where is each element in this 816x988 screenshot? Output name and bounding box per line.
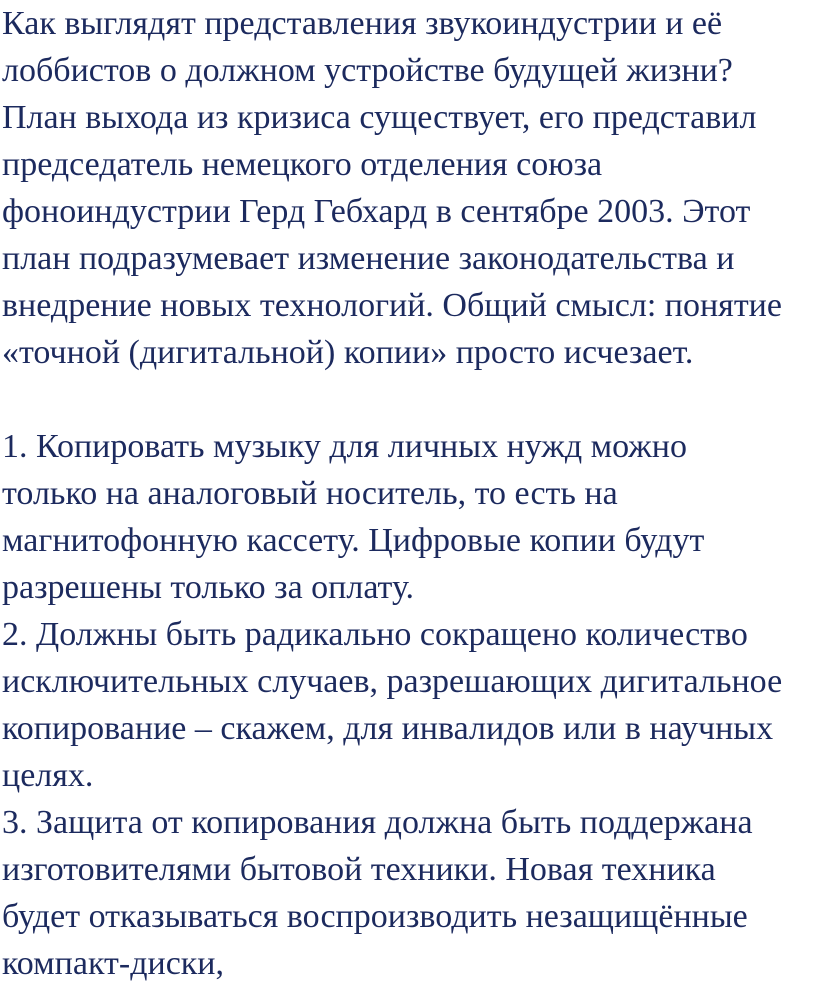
list-item-3 [2, 799, 814, 987]
text-line: 3. Защита от копирования должна быть поддержана [2, 804, 753, 841]
text-line: План выхода из кризиса существует, его представил [2, 99, 757, 136]
text-line: компакт-диски, [2, 945, 224, 982]
list-item-1 [2, 423, 814, 611]
text-line: лоббистов о должном устройстве будущей жизни? [2, 52, 733, 89]
text-line: магнитофонную кассету. Цифровые копии будут [2, 522, 705, 559]
text-line: внедрение новых технологий. Общий смысл: понятие [2, 287, 782, 324]
text-line: копирование – скажем, для инвалидов или в научных [2, 710, 774, 747]
text-line: Как выглядят представления звукоиндустрии и её [2, 5, 723, 42]
text-line: будет отказываться воспроизводить незащищённые [2, 898, 748, 935]
document-body [2, 0, 814, 987]
text-line: фоноиндустрии Герд Гебхард в сентябре 2003. Этот [2, 193, 751, 230]
text-line: план подразумевает изменение законодательства и [2, 240, 735, 277]
text-line: председатель немецкого отделения союза [2, 146, 603, 183]
text-line: целях. [2, 757, 94, 794]
text-line: разрешены только за оплату. [2, 569, 415, 606]
paragraph-spacer [2, 376, 814, 423]
intro-paragraph [2, 0, 814, 376]
text-line: 2. Должны быть радикально сокращено количество [2, 616, 748, 653]
text-line: изготовителями бытовой техники. Новая техника [2, 851, 716, 888]
list-item-2 [2, 611, 814, 799]
text-line: только на аналоговый носитель, то есть на [2, 475, 618, 512]
text-line: 1. Копировать музыку для личных нужд можно [2, 428, 687, 465]
text-line: исключительных случаев, разрешающих дигитальное [2, 663, 783, 700]
text-line: «точной (дигитальной) копии» просто исчезает. [2, 334, 694, 371]
